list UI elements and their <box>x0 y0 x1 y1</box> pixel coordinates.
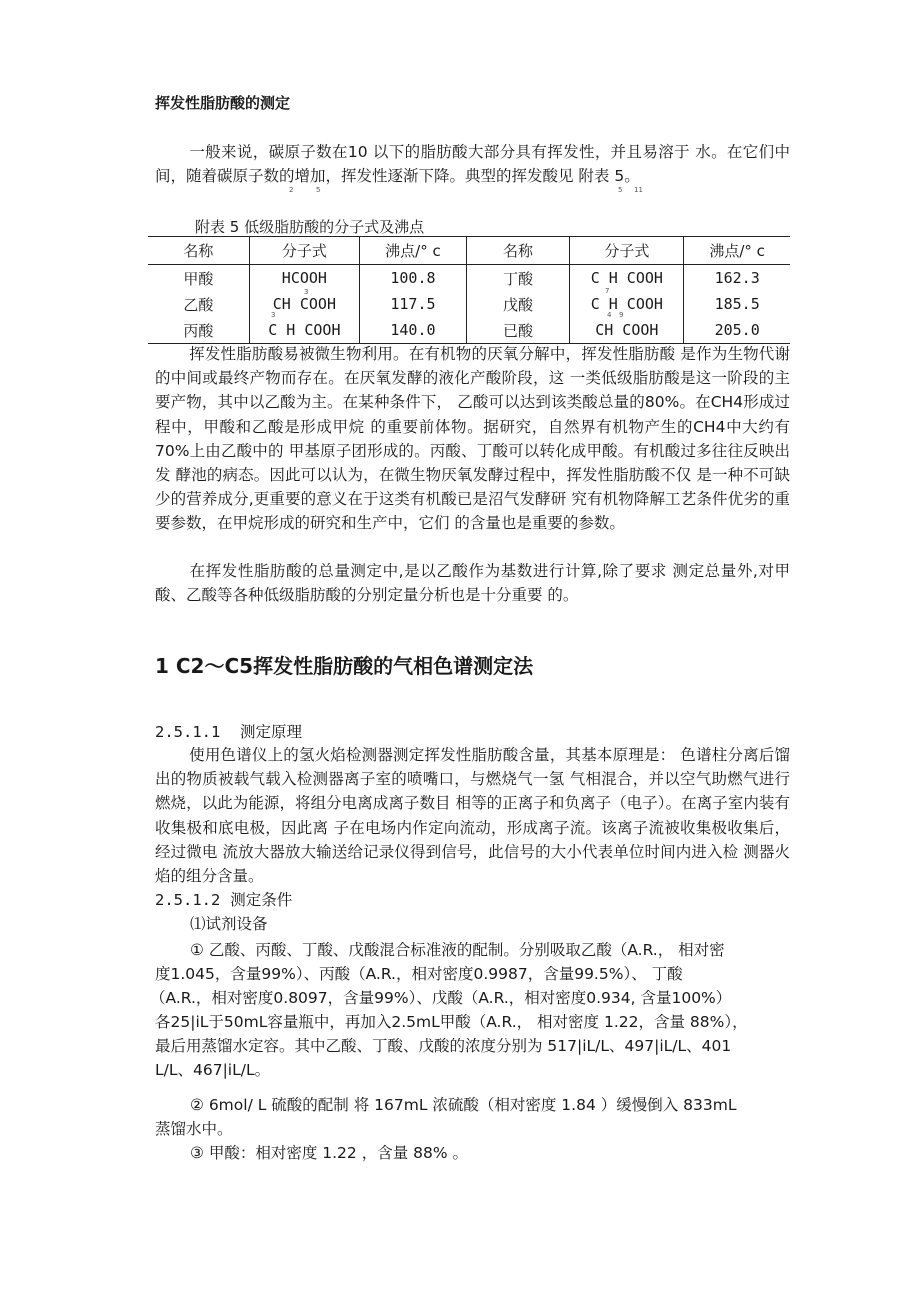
table-cell: 已酸 <box>466 317 570 344</box>
intro-text: 一般来说，碳原子数在10 以下的脂肪酸大部分具有挥发性，并且易溶于 水。在它们中间，随着碳原子数的增加，挥发性逐渐下降。典型的挥发酸见 附表 5。 <box>155 143 790 186</box>
paragraph-text: 在挥发性脂肪酸的总量测定中,是以乙酸作为基数进行计算,除了要求 测定总量外,对甲酸、乙酸等各种低级脂肪酸的分别定量分析也是十分重要 的。 <box>155 562 790 605</box>
paragraph-text: 使用色谱仪上的氢火焰检测器测定挥发性脂肪酸含量，其基本原理是： 色谱柱分离后馏出的物质被载气载入检测器离子室的喷嘴口，与燃烧气一氢 气相混合，并以空气助燃气进行燃烧，以此为能源，将组分电离成离子数目 相等的正离子和负离子（电子）。在离子室内装有收集极和底电极，因此离 子在电场内作定向流动，形成离子流。该离子流被收集极收集后，经过微电 流放大器放大输送给记录仪得到信号，此信号的大小代表单位时间内进入检 测器火焰的组分含量。 <box>155 746 790 886</box>
document-heading: 挥发性脂肪酸的测定 <box>155 94 291 112</box>
list-item: ⑴试剂设备 <box>190 915 268 933</box>
table-header-row <box>148 237 790 265</box>
table-caption: 附表 5 低级脂肪酸的分子式及沸点 <box>195 218 425 236</box>
table-cell: 185.5 <box>684 291 790 317</box>
col-header: 名称 <box>148 237 249 265</box>
table-cell: C H COOH <box>570 291 684 317</box>
col-header: 沸点/° c <box>360 237 467 265</box>
intro-subscript: 11 <box>634 186 643 194</box>
table-cell: 140.0 <box>360 317 467 344</box>
section-heading: 1 C2〜C5挥发性脂肪酸的气相色谱测定法 <box>155 654 534 678</box>
text-line: 最后用蒸馏水定容。其中乙酸、丁酸、戊酸的浓度分别为 517|iL/L、497|iL/L、401 <box>155 1037 732 1055</box>
intro-subscript: 5 <box>618 186 623 194</box>
col-header: 沸点/° c <box>684 237 790 265</box>
col-header: 分子式 <box>570 237 684 265</box>
table-cell: 205.0 <box>684 317 790 344</box>
subsection-number: 2.5.1.2 <box>155 891 221 909</box>
table-cell: HCOOH <box>249 265 359 292</box>
formula-subscript: 9 <box>619 311 624 319</box>
table-cell: 戊酸 <box>466 291 570 317</box>
formula-subscript: 3 <box>304 288 309 296</box>
formula-subscript: 3 <box>271 311 276 319</box>
text-line: 各25|iL于50mL容量瓶中，再加入2.5mL甲酸（A.R.， 相对密度 1.22，含量 88%）， <box>155 1013 748 1031</box>
paragraph-text: 挥发性脂肪酸易被微生物利用。在有机物的厌氧分解中，挥发性脂肪酸 是作为生物代谢的中间或最终产物而存在。在厌氧发酵的液化产酸阶段，这 一类低级脂肪酸是这一阶段的主要产物，其中以乙酸为主。在某种条件下， 乙酸可以达到该类酸总量的80%。在CH4形成过程中，甲酸和乙酸是形成甲烷 的重要前体物。据研究，自然界有机物产生的CH4中大约有70%上由乙酸中的 甲基原子团形成的。丙酸、丁酸可以转化成甲酸。有机酸过多往往反映出发 酵池的病态。因此可以认为，在微生物厌氧发酵过程中，挥发性脂肪酸不仅 是一种不可缺少的营养成分,更重要的意义在于这类有机酸已是沼气发酵研 究有机物降解工艺条件优劣的重要参数，在甲烷形成的研究和生产中，它们 的含量也是重要的参数。 <box>155 345 790 533</box>
subsection-title: 测定条件 <box>230 891 293 909</box>
text-line: ① 乙酸、丙酸、丁酸、戊酸混合标准液的配制。分别吸取乙酸（A.R.， 相对密 <box>190 941 725 959</box>
intro-paragraph <box>155 140 790 188</box>
body-paragraph <box>155 559 790 607</box>
text-line: （A.R.，相对密度0.8097，含量99%）、戊酸（A.R.，相对密度0.934, 含量100%） <box>150 989 732 1007</box>
col-header: 名称 <box>466 237 570 265</box>
table-cell: 丁酸 <box>466 265 570 292</box>
table-row <box>148 291 790 317</box>
text-line: L/L、467|iL/L。 <box>155 1061 271 1079</box>
col-header: 分子式 <box>249 237 359 265</box>
body-paragraph <box>155 743 790 888</box>
formula-subscript: 7 <box>605 287 610 295</box>
table-row <box>148 317 790 344</box>
subsection-number: 2.5.1.1 <box>155 723 221 741</box>
table-cell: 100.8 <box>360 265 467 292</box>
intro-subscript: 5 <box>316 186 321 194</box>
table-cell: CH COOH <box>570 317 684 344</box>
text-line: ③ 甲酸：相对密度 1.22 ，含量 88% 。 <box>190 1144 468 1162</box>
text-line: 度1.045，含量99%）、丙酸（A.R.，相对密度0.9987，含量99.5%）、 丁酸 <box>155 965 683 983</box>
table-row <box>148 265 790 292</box>
subsection-heading <box>155 888 795 912</box>
table-cell: 117.5 <box>360 291 467 317</box>
body-paragraph <box>155 342 790 536</box>
subsection-heading <box>155 720 795 744</box>
intro-subscript: 2 <box>289 186 294 194</box>
table-cell: CH COOH <box>249 291 359 317</box>
table-cell: C H COOH <box>249 317 359 344</box>
table-cell: 甲酸 <box>183 269 214 288</box>
table-cell: 丙酸 <box>148 317 249 344</box>
formula-subscript: 4 <box>607 311 612 319</box>
table-cell: 乙酸 <box>183 295 214 314</box>
table-cell: C H COOH <box>570 265 684 292</box>
fatty-acid-table <box>148 236 790 344</box>
table-cell: 162.3 <box>684 265 790 292</box>
text-line: 蒸馏水中。 <box>155 1120 233 1138</box>
subsection-title: 测定原理 <box>240 723 303 741</box>
text-line: ② 6mol/ L 硫酸的配制 将 167mL 浓硫酸（相对密度 1.84 ）缓慢倒入 833mL <box>190 1096 737 1114</box>
